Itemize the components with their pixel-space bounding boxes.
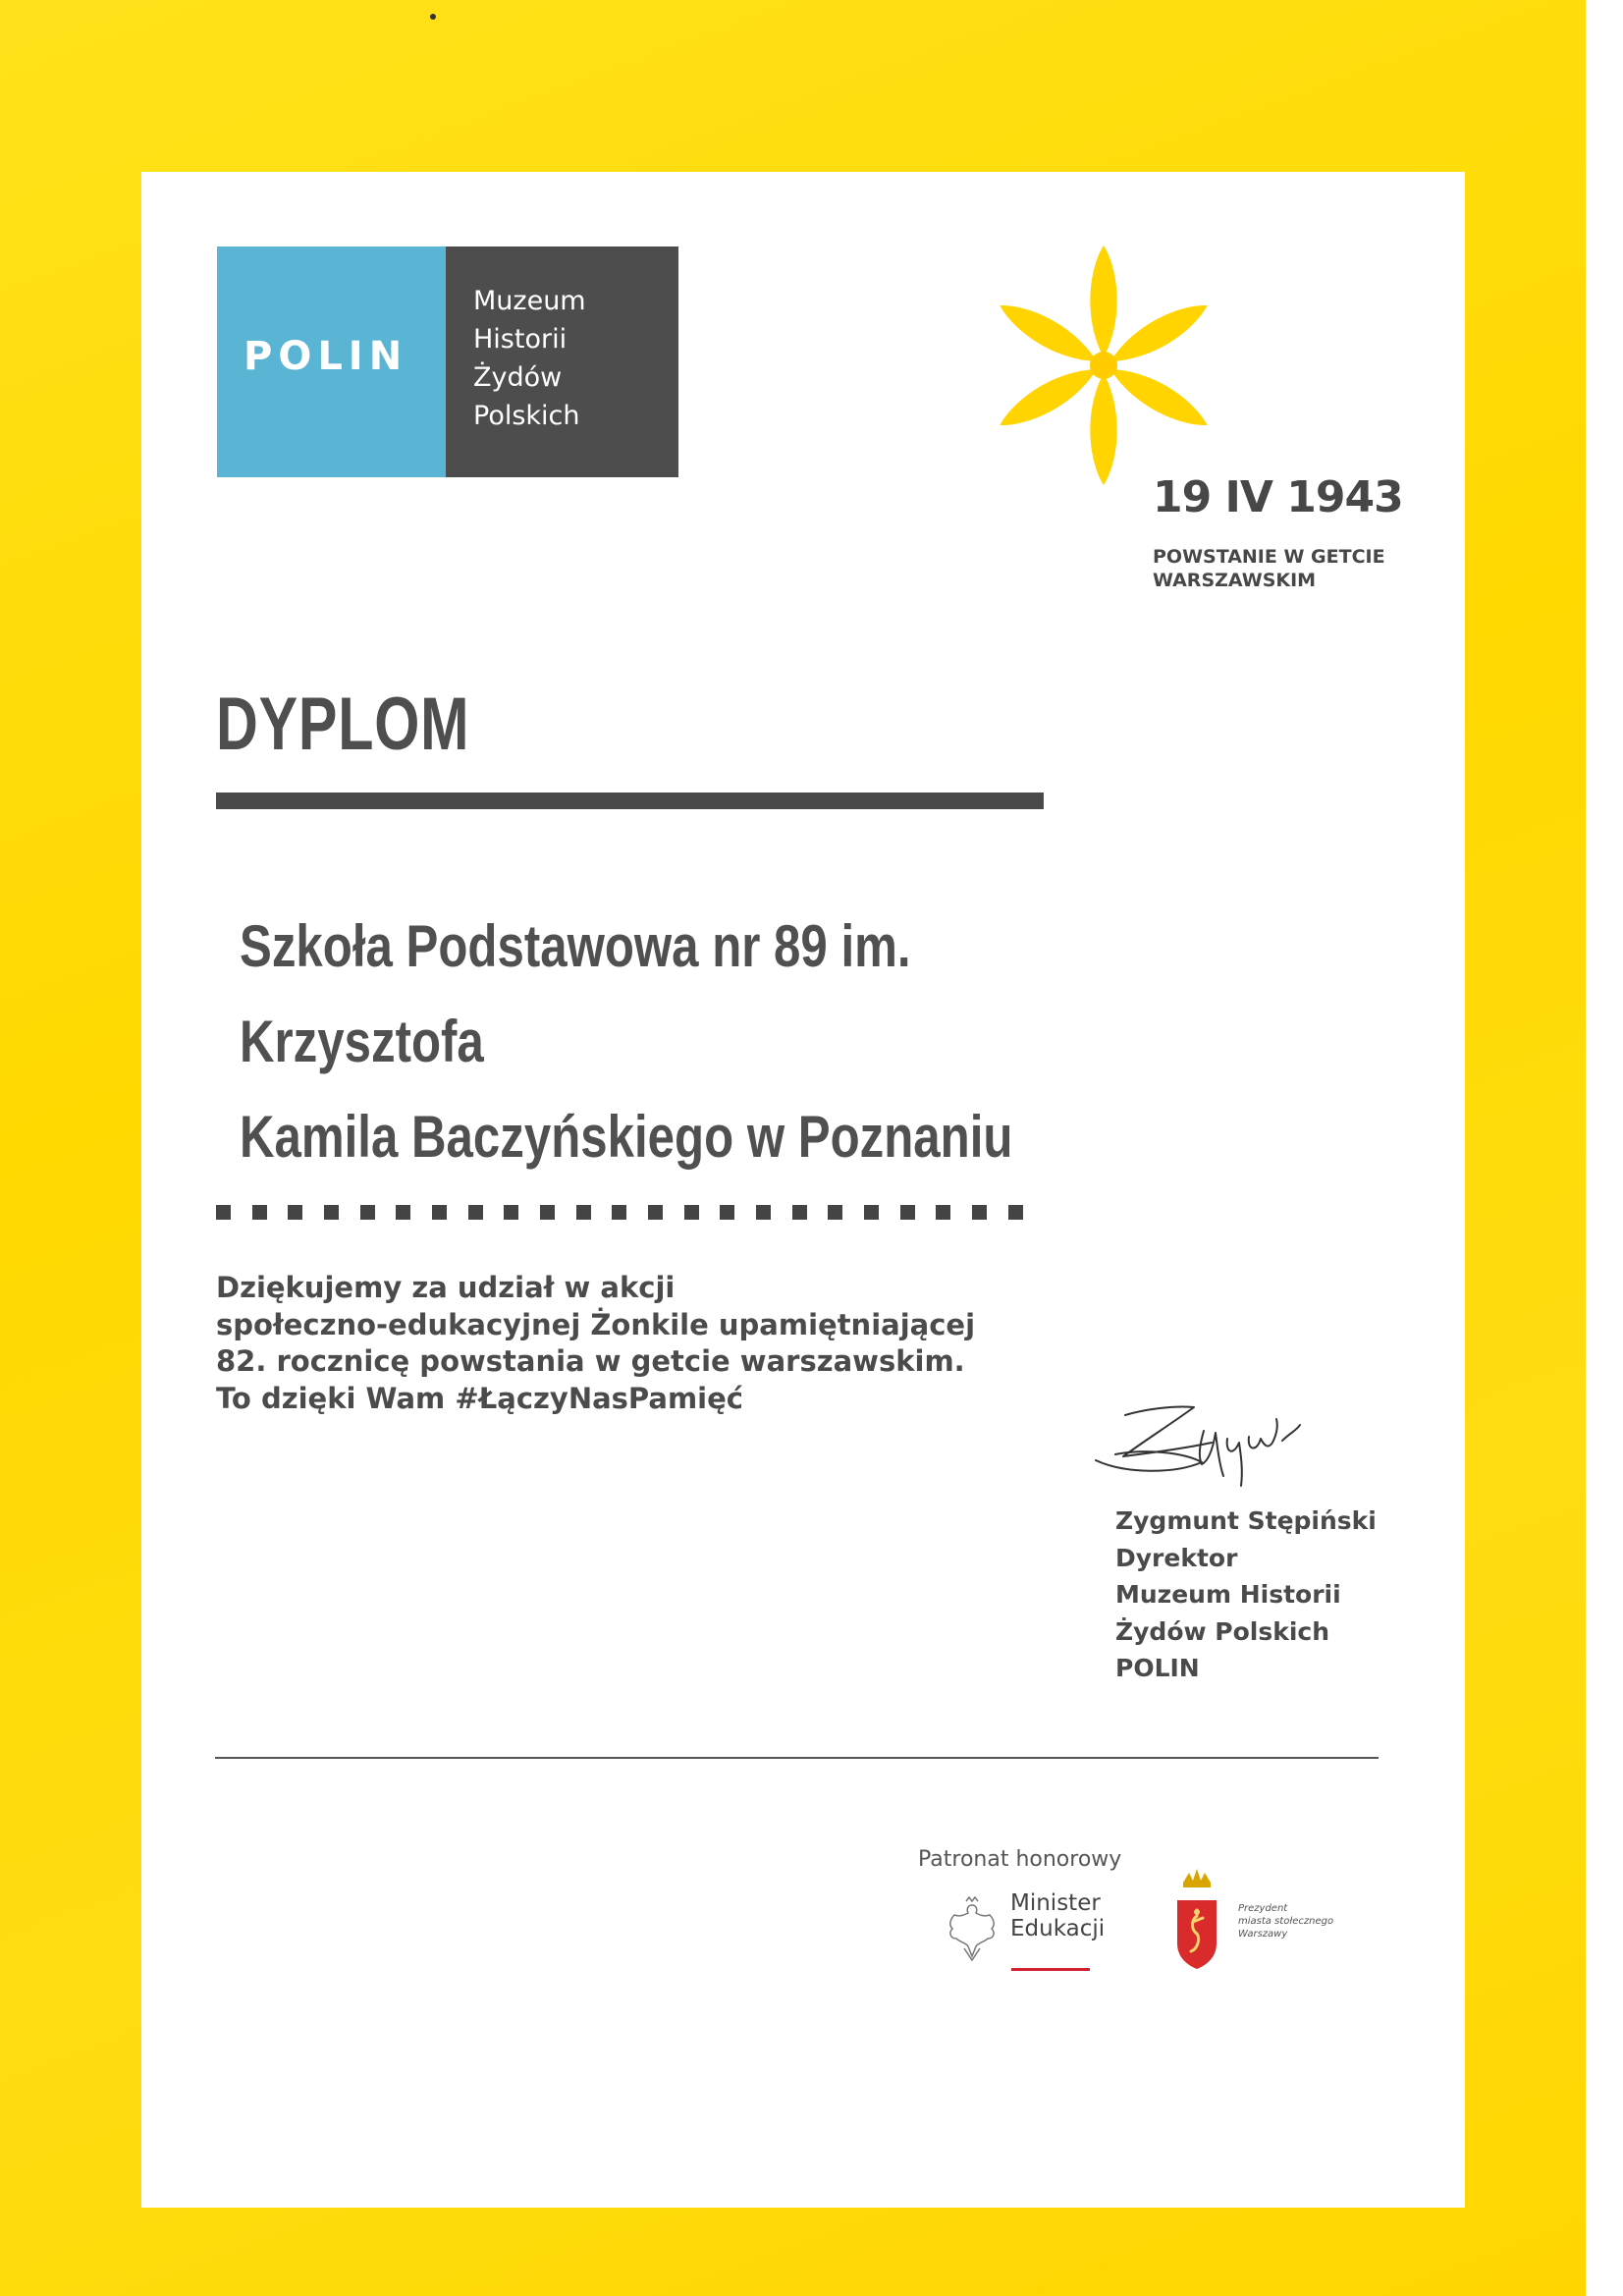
scan-speck <box>430 14 436 20</box>
minister-line: Minister <box>1010 1890 1101 1916</box>
minister-line: Edukacji <box>1010 1916 1106 1941</box>
footer-divider <box>215 1757 1379 1759</box>
signatory-line: Żydów Polskich <box>1115 1616 1330 1646</box>
minister-of-education <box>1010 1890 1105 1941</box>
warsaw-mayor <box>1238 1902 1333 1941</box>
patronage-label: Patronat honorowy <box>918 1847 1122 1872</box>
message-line: społeczno-edukacyjnej Żonkile upamiętniającej <box>216 1307 976 1341</box>
signatory-line: Zygmunt Stępiński <box>1115 1506 1377 1535</box>
signatory-block <box>1115 1503 1377 1687</box>
daffodil-icon <box>981 243 1226 488</box>
diploma-title: DYPLOM <box>216 683 470 766</box>
signatory-line: Muzeum Historii <box>1115 1580 1341 1609</box>
uprising-date: 19 IV 1943 <box>1153 472 1403 522</box>
minister-accent-bar <box>1011 1968 1090 1971</box>
warsaw-line: miasta stołecznego <box>1238 1916 1334 1927</box>
polin-logo-brand-block <box>217 246 446 477</box>
message-line: 82. rocznicę powstania w getcie warszawskim. <box>216 1344 965 1378</box>
thank-you-message <box>216 1270 1021 1417</box>
signatory-line: Dyrektor <box>1115 1543 1238 1572</box>
logo-line: Muzeum <box>473 286 586 316</box>
title-underline <box>216 793 1044 809</box>
recipient-line: Kamila Baczyńskiego w Poznaniu <box>240 1104 1013 1170</box>
polin-wordmark: POLIN <box>243 334 408 379</box>
recipient-line: Szkoła Podstawowa nr 89 im. Krzysztofa <box>240 913 911 1074</box>
warsaw-line: Prezydent <box>1238 1903 1288 1914</box>
polin-logo-name-block <box>446 246 678 477</box>
diploma-sheet <box>141 172 1465 2208</box>
warsaw-line: Warszawy <box>1238 1929 1288 1940</box>
white-eagle-emblem-icon <box>943 1895 1001 1962</box>
message-line: Dziękujemy za udział w akcji <box>216 1271 676 1304</box>
polin-logo <box>217 246 678 477</box>
handwritten-signature <box>1086 1392 1331 1495</box>
uprising-caption: POWSTANIE W GETCIE WARSZAWSKIM <box>1153 546 1385 591</box>
dashed-divider <box>216 1205 1023 1220</box>
scan-margin <box>1586 0 1623 2296</box>
signatory-line: POLIN <box>1115 1654 1200 1682</box>
logo-line: Historii <box>473 324 568 355</box>
logo-line: Żydów <box>473 362 563 393</box>
recipient-school <box>240 899 1045 1184</box>
warsaw-crest-icon <box>1175 1861 1218 1971</box>
logo-line: Polskich <box>473 401 580 431</box>
message-line: To dzięki Wam #ŁączyNasPamięć <box>216 1381 743 1415</box>
